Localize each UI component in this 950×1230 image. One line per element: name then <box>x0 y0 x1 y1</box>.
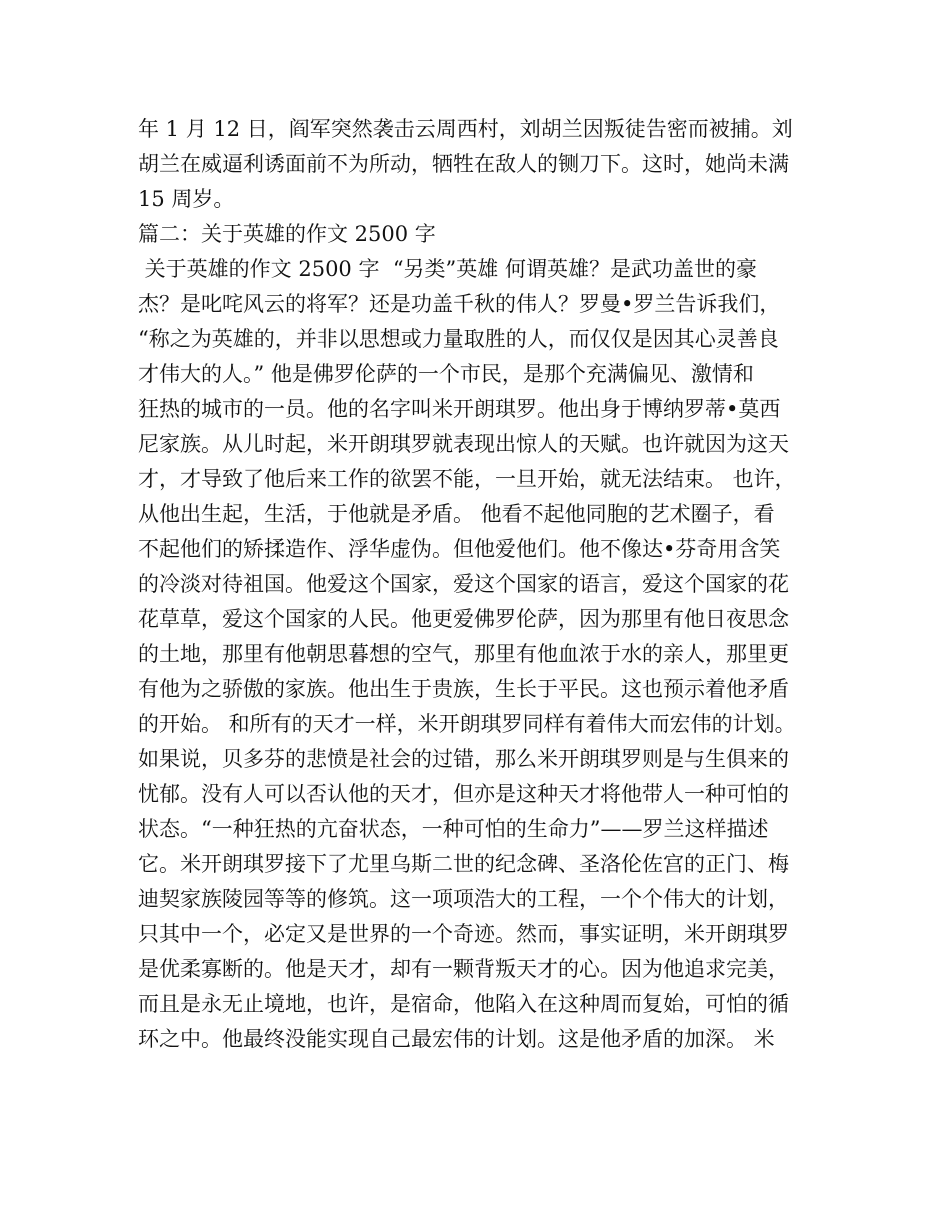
text-line: 只其中一个，必定又是世界的一个奇迹。然而，事实证明，米开朗琪罗 <box>138 922 789 946</box>
text-line: 如果说，贝多芬的悲愤是社会的过错，那么米开朗琪罗则是与生俱来的 <box>138 747 789 771</box>
text-line: 花草草，爱这个国家的人民。他更爱佛罗伦萨，因为那里有他日夜思念 <box>138 607 789 631</box>
text-line: “称之为英雄的，并非以思想或力量取胜的人，而仅仅是因其心灵善良 <box>138 327 779 351</box>
text-line: 是优柔寡断的。他是天才，却有一颗背叛天才的心。因为他追求完美， <box>138 957 789 981</box>
text-line: 它。米开朗琪罗接下了尤里乌斯二世的纪念碑、圣洛伦佐宫的正门、梅 <box>138 852 789 876</box>
text-line: 的冷淡对待祖国。他爱这个国家，爱这个国家的语言，爱这个国家的花 <box>138 572 789 596</box>
text-line: 而且是永无止境地，也许，是宿命，他陷入在这种周而复始，可怕的循 <box>138 992 789 1016</box>
text-line: 15 周岁。 <box>138 187 235 211</box>
text-line: 杰？是叱咤风云的将军？还是功盖千秋的伟人？罗曼•罗兰告诉我们， <box>138 292 781 316</box>
text-line: 迪契家族陵园等等的修筑。这一项项浩大的工程，一个个伟大的计划， <box>138 887 789 911</box>
text-line: 从他出生起，生活，于他就是矛盾。 他看不起他同胞的艺术圈子，看 <box>138 502 775 526</box>
text-line: 关于英雄的作文 2500 字 “另类”英雄 何谓英雄？是武功盖世的豪 <box>138 257 757 281</box>
text-line: 才，才导致了他后来工作的欲罢不能，一旦开始，就无法结束。 也许， <box>138 467 796 491</box>
text-line: 状态。“一种狂热的亢奋状态，一种可怕的生命力”——罗兰这样描述 <box>138 817 769 841</box>
text-line: 的土地，那里有他朝思暮想的空气，那里有他血浓于水的亲人，那里更 <box>138 642 789 666</box>
text-line: 环之中。他最终没能实现自己最宏伟的计划。这是他矛盾的加深。 米 <box>138 1027 775 1051</box>
text-line: 年 1 月 12 日，阎军突然袭击云周西村，刘胡兰因叛徒告密而被捕。刘 <box>138 117 793 141</box>
text-line: 尼家族。从儿时起，米开朗琪罗就表现出惊人的天赋。也许就因为这天 <box>138 432 789 456</box>
text-line: 才伟大的人。” 他是佛罗伦萨的一个市民，是那个充满偏见、激情和 <box>138 362 754 386</box>
text-line: 忧郁。没有人可以否认他的天才，但亦是这种天才将他带人一种可怕的 <box>138 782 789 806</box>
text-line: 狂热的城市的一员。他的名字叫米开朗琪罗。他出身于博纳罗蒂•莫西 <box>138 397 781 421</box>
text-line: 不起他们的矫揉造作、浮华虚伪。但他爱他们。他不像达•芬奇用含笑 <box>138 537 781 561</box>
text-line: 的开始。 和所有的天才一样，米开朗琪罗同样有着伟大而宏伟的计划。 <box>138 712 796 736</box>
section-heading: 篇二：关于英雄的作文 2500 字 <box>138 222 436 246</box>
text-line: 有他为之骄傲的家族。他出生于贵族，生长于平民。这也预示着他矛盾 <box>138 677 789 701</box>
document-body <box>138 112 828 1057</box>
text-line: 胡兰在威逼利诱面前不为所动，牺牲在敌人的铡刀下。这时，她尚未满 <box>138 152 789 176</box>
